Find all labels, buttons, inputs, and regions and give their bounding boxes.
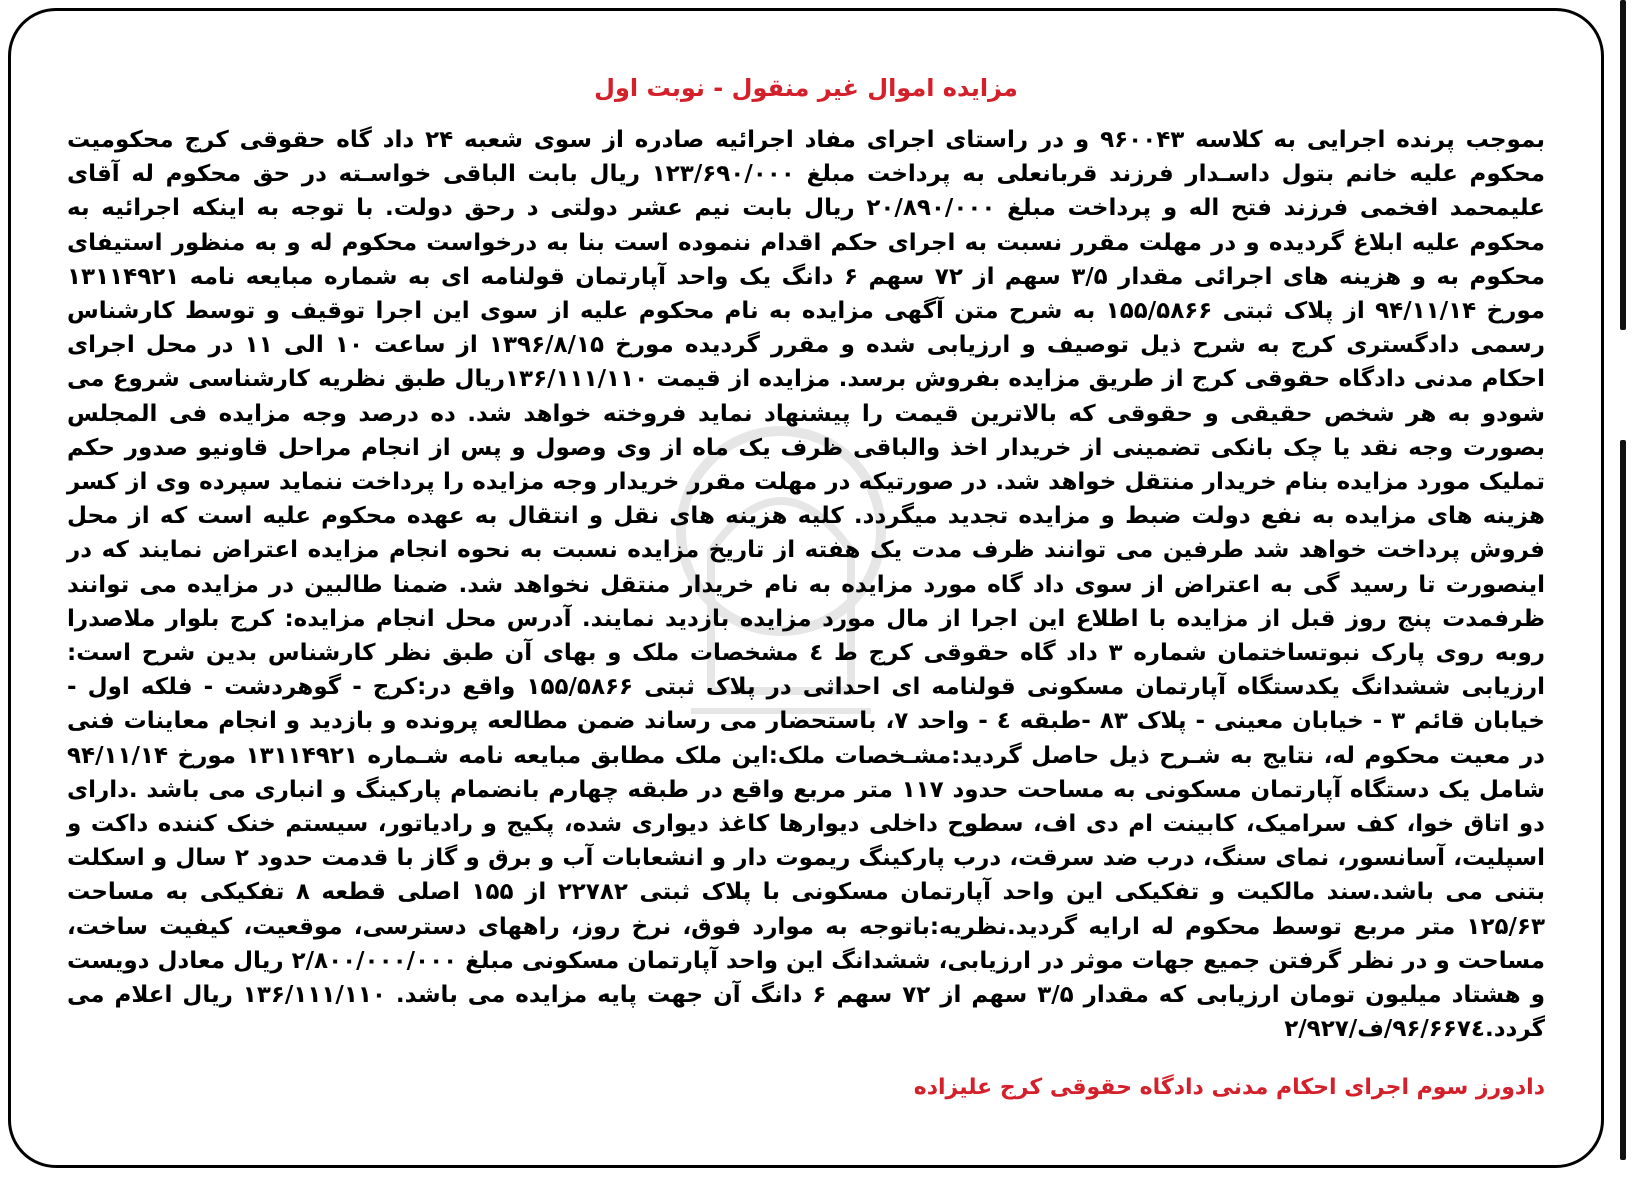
notice-frame [8,8,1604,1168]
right-edge-rule-bottom [1620,440,1626,1160]
notice-signature: دادورز سوم اجرای احکام مدنی دادگاه حقوقی کرج علیزاده [913,1075,1545,1100]
notice-body: بموجب پرنده اجرایی به کلاسه ۹۶۰۰۴۳ و در راستای اجرای مفاد اجرائیه صادره از سوی شعبه ۲۴ داد گاه حقوقی کرج محکومیت محکوم علیه خانم بتول داسـدار فرزند قربانعلی به پرداخت مبلغ ۱۲۳/۶۹۰/۰۰۰ ریال بابت الباقی خواسـته در حق محکوم له آقای علیمحمد افخمی فرزند فتح اله و پرداخت مبلغ ۲۰/۸۹۰/۰۰۰ ریال بابت نیم عشر دولتی د رحق دولت. با توجه به اینکه اجرائیه به محکوم علیه ابلاغ گردیده و در مهلت مقرر نسبت به اجرای حکم اقدام ننموده است بنا به درخواست محکوم له و به منظور استیفای محکوم به و هزینه های اجرائی مقدار ۳/۵ سهم از ۷۲ سهم ۶ دانگ یک واحد آپارتمان قولنامه ای به شماره مبایعه نامه ۱۳۱۱۴۹۲۱ مورخ ۹۴/۱۱/۱۴ از پلاک ثبتی ۱۵۵/۵۸۶۶ به شرح متن آگهی مزایده به نام محکوم علیه از سوی این اجرا توقیف و توسط کارشناس رسمی دادگستری کرج به شرح ذیل توصیف و ارزیابی شده و مقرر گردیده مورخ ۱۳۹۶/۸/۱۵ از ساعت ۱۰ الی ۱۱ در محل اجرای احکام مدنی دادگاه حقوقی کرج از طریق مزایده بفروش برسد. مزایده از قیمت ۱۳۶/۱۱۱/۱۱۰ریال طبق نظریه کارشناسی شروع می شودو به هر شخص حقیقی و حقوقی که بالاترین قیمت را پیشنهاد نماید فروخته خواهد شد. ده درصد وجه مزایده فی المجلس بصورت وجه نقد یا چک بانکی تضمینی از خریدار اخذ والباقی ظرف یک ماه از وی وصول و پس از انجام مراحل قاونیو صدور حکم تملیک مورد مزایده بنام خریدار منتقل خواهد شد. در صورتیکه در مهلت مقرر خریدار وجه مزایده را پرداخت ننماید سپرده وی از کسر هزینه های مزایده به نفع دولت ضبط و مزایده تجدید میگردد. کلیه هزینه های نقل و انتقال به عهده محکوم علیه است که از محل فروش پرداخت خواهد شد طرفین می توانند ظرف مدت یک هفته از تاریخ مزایده نسبت به نحوه انجام مزایده اعتراض نمایند که در اینصورت تا رسید گی به اعتراض از سوی داد گاه مورد مزایده به نام خریدار منتقل نخواهد شد. ضمنا طالبین در مزایده می توانند ظرفمدت پنج روز قبل از مزایده با اطلاع این اجرا از مال مورد مزایده بازدید نمایند. آدرس محل انجام مزایده: کرج بلوار ملاصدرا روبه روی پارک نبوتساختمان شماره ۳ داد گاه حقوقی کرج ط ٤ مشخصات ملک و بهای آن طبق نظر کارشناس بدین شرح است: ارزیابی ششدانگ یکدستگاه آپارتمان مسکونی قولنامه ای احداثی در پلاک ثبتی ۱۵۵/۵۸۶۶ واقع در:کرج - گوهردشت - فلکه اول - خیابان قائم ۳ - خیابان معینی - پلاک ۸۳ -طبقه ٤ - واحد ۷، باستحضار می رساند ضمن مطالعه پرونده و بازدید و انجام معاینات فنی در معیت محکوم له، نتایج به شـرح ذیل حاصل گردید:مشـخصات ملک:این ملک مطابق مبایعه نامه شـماره ۱۳۱۱۴۹۲۱ مورخ ۹۴/۱۱/۱۴ شامل یک دستگاه آپارتمان مسکونی به مساحت حدود ۱۱۷ متر مربع واقع در طبقه چهارم بانضمام پارکینگ و انباری می باشد .دارای دو اتاق خوا، کف سرامیک، کابینت ام دی اف، سطوح داخلی دیوارها کاغذ دیواری شده، پکیج و رادیاتور، سیستم خنک کننده داکت و اسپلیت، آسانسور، نمای سنگ، درب ضد سرقت، درب پارکینگ ریموت دار و انشعابات آب و برق و گاز با قدمت حدود ۲ سال و اسکلت بتنی می باشد.سند مالکیت و تفکیکی این واحد آپارتمان مسکونی با پلاک ثبتی ۲۲۷۸۲ از ۱۵۵ اصلی قطعه ۸ تفکیکی به مساحت ۱۲۵/۶۳ متر مربع توسط محکوم له ارایه گردید.نظریه:باتوجه به موارد فوق، نرخ روز، راههای دسترسی، موقعیت، کیفیت ساخت، مساحت و در نظر گرفتن جمیع جهات موثر در ارزیابی، ششدانگ این واحد آپارتمان مسکونی مبلغ ۲/۸۰۰/۰۰۰/۰۰۰ ریال معادل دویست و هشتاد میلیون تومان ارزیابی که مقدار ۳/۵ سهم از ۷۲ سهم ۶ دانگ آن جهت پایه مزایده می باشد. ۱۳۶/۱۱۱/۱۱۰ ریال اعلام می گردد.۹۶/۶۶۷٤/ف/۲/۹۲۷ [66,127,1546,1043]
right-edge-rule-top [1620,0,1626,330]
notice-title: مزایده اموال غیر منقول - نوبت اول [594,74,1018,102]
